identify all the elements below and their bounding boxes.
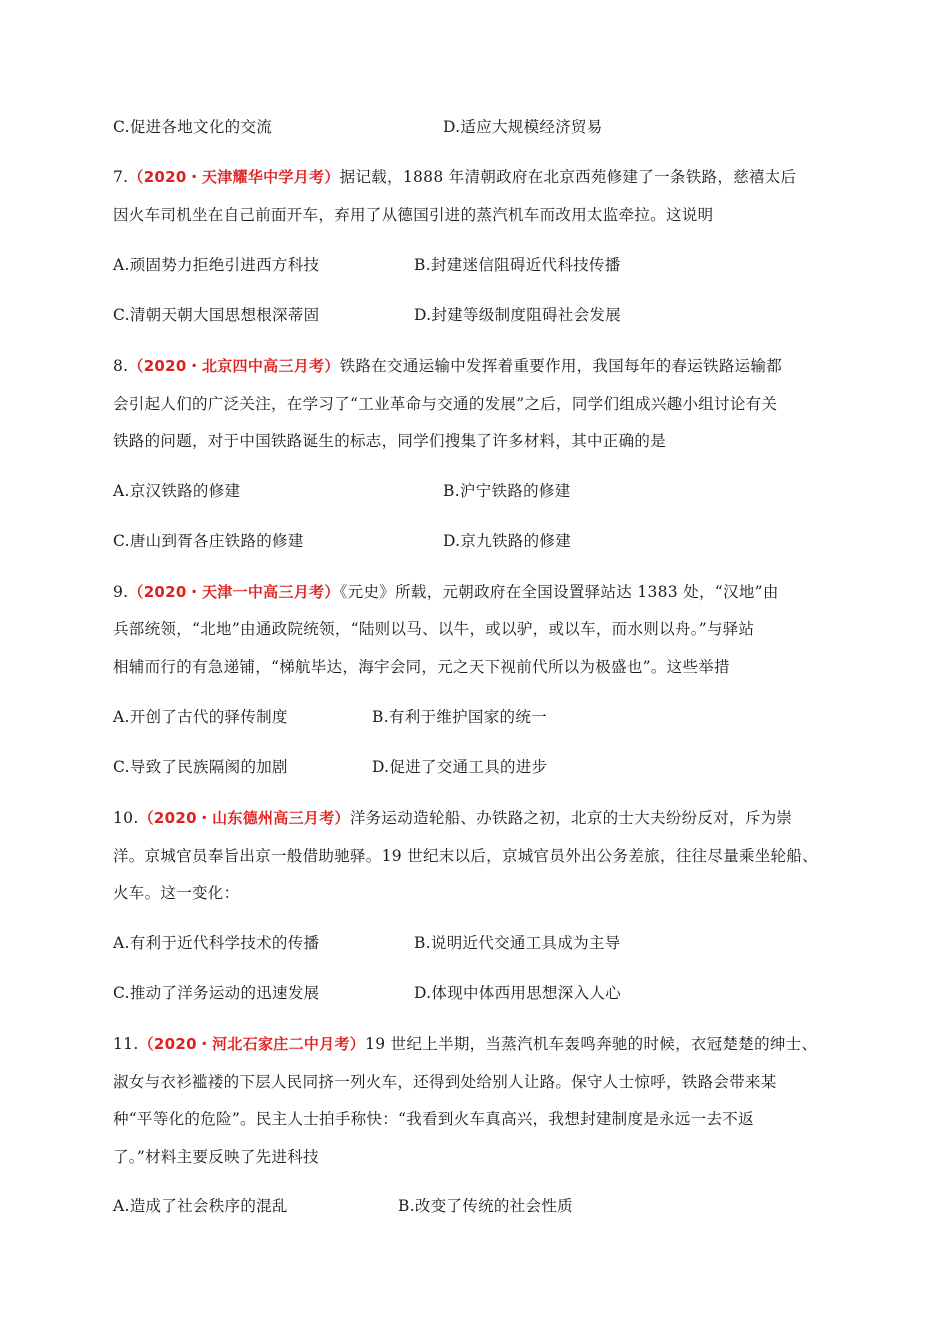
option-text: 说明近代交通工具成为主导 — [430, 934, 621, 952]
question-text: 淑女与衣衫褴褛的下层人民同挤一列火车，还得到处给别人让路。保守人士惊呼，铁路会带来某 — [113, 1073, 777, 1091]
option-label: B. — [398, 1197, 415, 1215]
q10-option-b — [414, 933, 621, 953]
option-label: B. — [372, 708, 389, 726]
option-text: 促进各地文化的交流 — [129, 118, 273, 136]
option-label: D. — [443, 532, 461, 550]
question-text: 洋务运动造轮船、办铁路之初，北京的士大夫纷纷反对，斥为崇 — [349, 809, 793, 827]
option-label: C. — [113, 118, 130, 136]
option-label: C. — [113, 984, 130, 1002]
option-text: 清朝天朝大国思想根深蒂固 — [129, 306, 320, 324]
q8-option-a — [113, 481, 240, 501]
q9-option-d — [372, 757, 547, 777]
q7-option-a — [113, 255, 319, 275]
prev-option-d — [443, 117, 603, 137]
question-text: 了。”材料主要反映了先进科技 — [113, 1148, 319, 1166]
question-10-line-1 — [113, 808, 792, 828]
question-text: 《元史》所载，元朝政府在全国设置驿站达 1383 处，“汉地”由 — [339, 583, 779, 601]
q9-option-b — [372, 707, 547, 727]
option-text: 开创了古代的驿传制度 — [129, 708, 288, 726]
question-number: 7. — [113, 168, 129, 186]
option-label: D. — [414, 306, 432, 324]
option-label: B. — [414, 934, 431, 952]
option-label: C. — [113, 758, 130, 776]
question-11-line-3 — [113, 1109, 754, 1129]
q11-option-b — [398, 1196, 573, 1216]
option-text: 京汉铁路的修建 — [129, 482, 241, 500]
q10-option-d — [414, 983, 621, 1003]
option-label: D. — [443, 118, 461, 136]
question-source: （2020・河北石家庄二中月考） — [138, 1035, 366, 1053]
q9-option-c — [113, 757, 288, 777]
question-11-line-2 — [113, 1072, 777, 1092]
question-source: （2020・北京四中高三月考） — [128, 357, 340, 375]
question-text: 兵部统领，“北地”由通政院统领，“陆则以马、以牛，或以驴，或以车，而水则以舟。”与驿站 — [113, 620, 755, 638]
question-number: 11. — [113, 1035, 139, 1053]
option-label: B. — [443, 482, 460, 500]
option-text: 推动了洋务运动的迅速发展 — [129, 984, 320, 1002]
option-text: 有利于维护国家的统一 — [388, 708, 547, 726]
q8-option-b — [443, 481, 571, 501]
question-source: （2020・天津耀华中学月考） — [128, 168, 340, 186]
question-9-line-2 — [113, 619, 754, 639]
question-text: 铁路在交通运输中发挥着重要作用，我国每年的春运铁路运输都 — [339, 357, 783, 375]
option-text: 造成了社会秩序的混乱 — [129, 1197, 288, 1215]
option-text: 适应大规模经济贸易 — [460, 118, 603, 136]
question-text: 铁路的问题，对于中国铁路诞生的标志，同学们搜集了许多材料，其中正确的是 — [113, 432, 667, 450]
option-text: 沪宁铁路的修建 — [459, 482, 571, 500]
question-8-line-1 — [113, 356, 782, 376]
option-label: A. — [113, 256, 130, 274]
option-label: B. — [414, 256, 431, 274]
option-label: A. — [113, 934, 130, 952]
question-text: 火车。这一变化： — [113, 884, 240, 902]
option-text: 京九铁路的修建 — [460, 532, 572, 550]
question-9-line-3 — [113, 657, 730, 677]
option-label: A. — [113, 482, 130, 500]
prev-option-c — [113, 117, 272, 137]
option-label: D. — [372, 758, 390, 776]
question-7-line-1 — [113, 167, 796, 187]
option-text: 有利于近代科学技术的传播 — [129, 934, 320, 952]
q8-option-c — [113, 531, 304, 551]
question-10-line-2 — [113, 846, 818, 866]
q8-option-d — [443, 531, 571, 551]
question-10-line-3 — [113, 883, 239, 903]
question-text: 种“平等化的危险”。民主人士拍手称快：“我看到火车真高兴，我想封建制度是永远一去不返 — [113, 1110, 754, 1128]
q11-option-a — [113, 1196, 288, 1216]
option-label: C. — [113, 306, 130, 324]
question-11-line-1 — [113, 1034, 817, 1054]
option-text: 促进了交通工具的进步 — [389, 758, 548, 776]
option-label: A. — [113, 1197, 130, 1215]
question-text: 相辅而行的有急递铺，“梯航毕达，海宇会同，元之天下视前代所以为极盛也”。这些举措 — [113, 658, 730, 676]
question-9-line-1 — [113, 582, 779, 602]
option-text: 改变了传统的社会性质 — [414, 1197, 573, 1215]
question-text: 19 世纪上半期，当蒸汽机车轰鸣奔驰的时候，衣冠楚楚的绅士、 — [365, 1035, 818, 1053]
q7-option-d — [414, 305, 621, 325]
question-11-line-4 — [113, 1147, 319, 1167]
option-text: 体现中体西用思想深入人心 — [431, 984, 622, 1002]
option-text: 封建迷信阻碍近代科技传播 — [430, 256, 621, 274]
q7-option-c — [113, 305, 319, 325]
question-8-line-2 — [113, 394, 777, 414]
question-text: 会引起人们的广泛关注，在学习了“工业革命与交通的发展”之后，同学们组成兴趣小组讨论有关 — [113, 395, 778, 413]
question-text: 据记载，1888 年清朝政府在北京西苑修建了一条铁路，慈禧太后 — [339, 168, 797, 186]
question-text: 洋。京城官员奉旨出京一般借助驰驿。19 世纪末以后，京城官员外出公务差旅，往往尽量乘坐轮船、 — [113, 847, 818, 865]
option-text: 唐山到胥各庄铁路的修建 — [129, 532, 304, 550]
question-7-line-2 — [113, 205, 713, 225]
question-text: 因火车司机坐在自己前面开车，弃用了从德国引进的蒸汽机车而改用太监牵拉。这说明 — [113, 206, 714, 224]
q7-option-b — [414, 255, 621, 275]
question-source: （2020・山东德州高三月考） — [138, 809, 350, 827]
q10-option-c — [113, 983, 319, 1003]
question-source: （2020・天津一中高三月考） — [128, 583, 340, 601]
question-number: 9. — [113, 583, 129, 601]
option-text: 顽固势力拒绝引进西方科技 — [129, 256, 320, 274]
question-number: 10. — [113, 809, 139, 827]
option-label: C. — [113, 532, 130, 550]
option-text: 封建等级制度阻碍社会发展 — [431, 306, 622, 324]
question-number: 8. — [113, 357, 129, 375]
option-text: 导致了民族隔阂的加剧 — [129, 758, 288, 776]
q9-option-a — [113, 707, 288, 727]
q10-option-a — [113, 933, 319, 953]
option-label: D. — [414, 984, 432, 1002]
option-label: A. — [113, 708, 130, 726]
question-8-line-3 — [113, 431, 666, 451]
